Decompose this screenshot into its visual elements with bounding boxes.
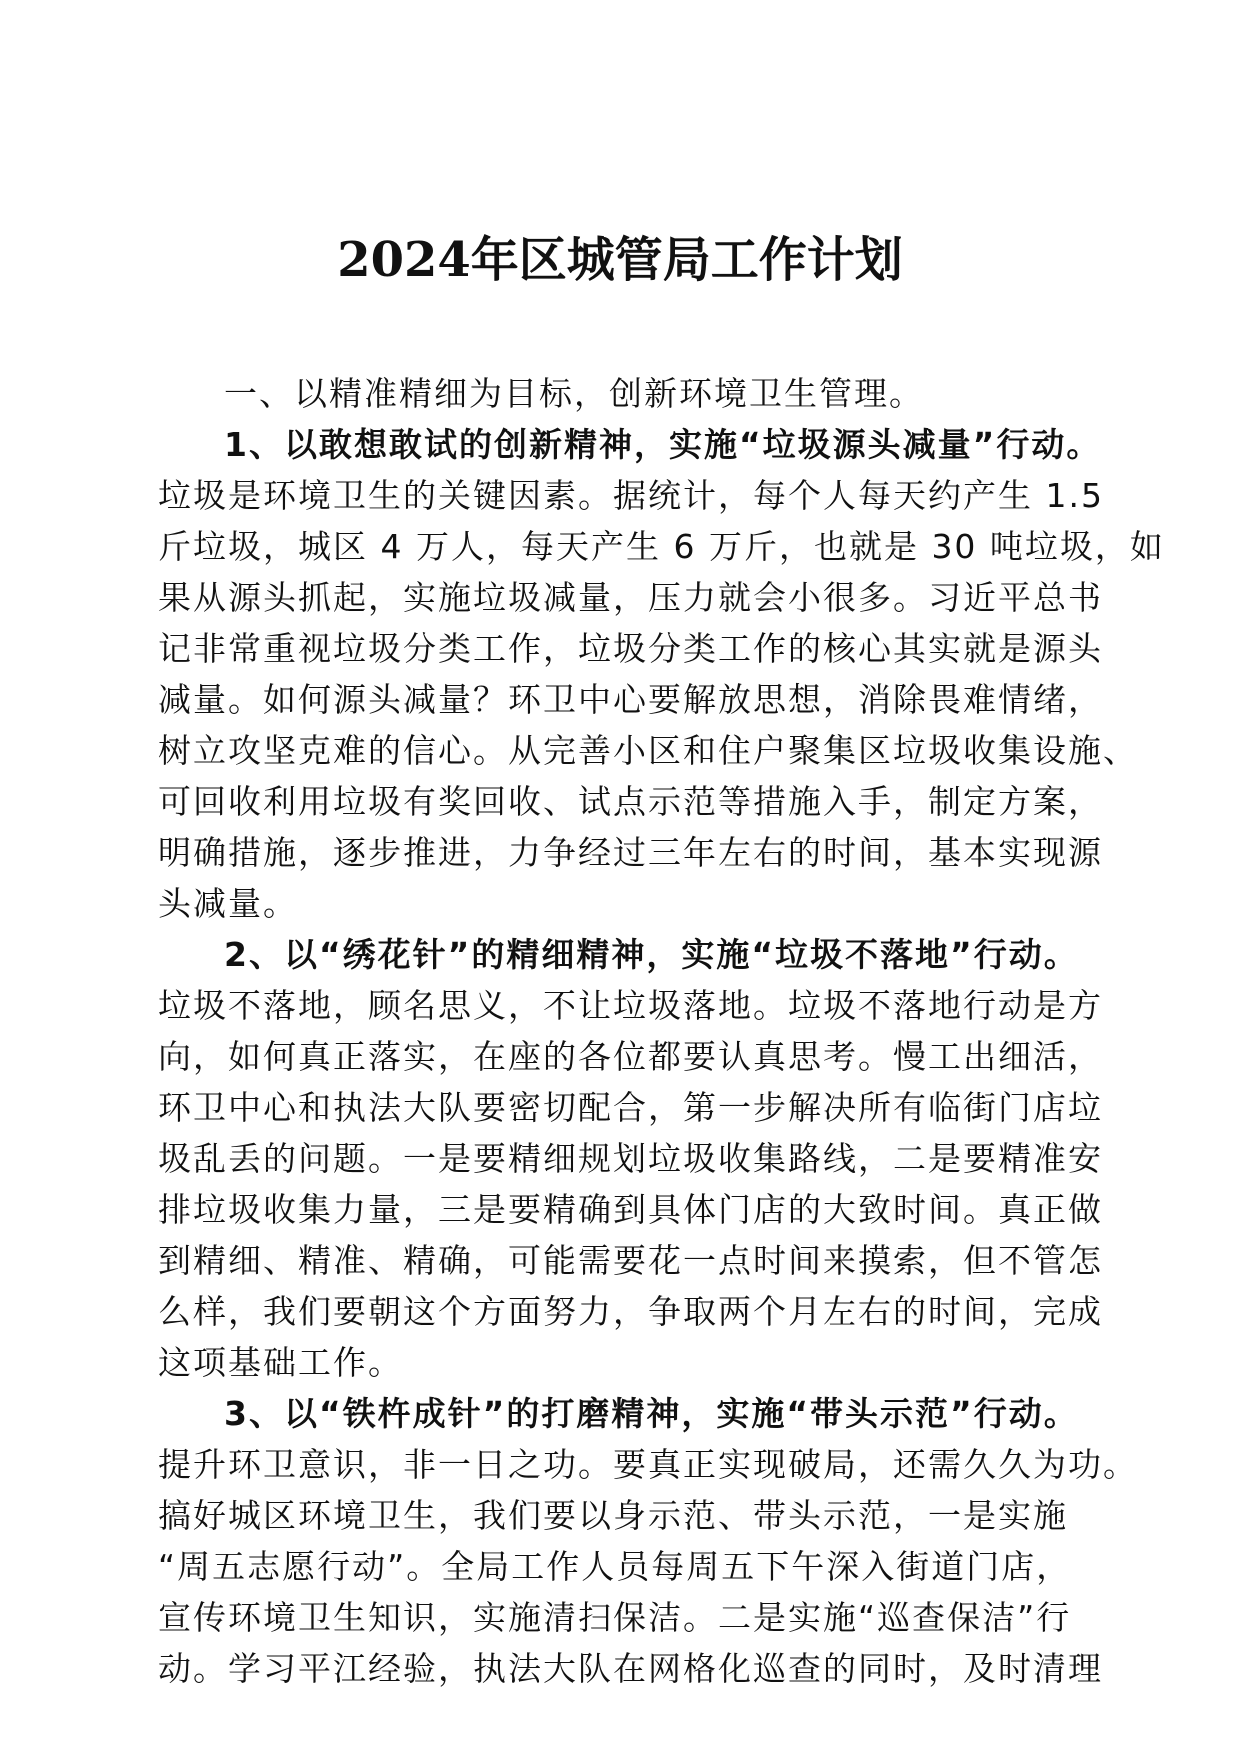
item-1-line: 头减量。	[158, 884, 298, 923]
item-1-line: 垃圾是环境卫生的关键因素。据统计，每个人每天约产生 1.5	[158, 476, 1104, 515]
item-1-heading: 1、以敢想敢试的创新精神，实施“垃圾源头减量”行动。	[224, 425, 1102, 464]
item-2-line: 这项基础工作。	[158, 1343, 403, 1382]
item-2-line: 圾乱丢的问题。一是要精细规划垃圾收集路线，二是要精准安	[158, 1139, 1103, 1178]
item-3-line: 动。学习平江经验，执法大队在网格化巡查的同时，及时清理	[158, 1649, 1103, 1688]
item-2-line: 向，如何真正落实，在座的各位都要认真思考。慢工出细活，	[158, 1037, 1103, 1076]
item-3-heading: 3、以“铁杵成针”的打磨精神，实施“带头示范”行动。	[224, 1394, 1079, 1433]
item-2-line: 垃圾不落地，顾名思义，不让垃圾落地。垃圾不落地行动是方	[158, 986, 1103, 1025]
item-3-line: 提升环卫意识，非一日之功。要真正实现破局，还需久久为功。	[158, 1445, 1138, 1484]
item-1-line: 果从源头抓起，实施垃圾减量，压力就会小很多。习近平总书	[158, 578, 1103, 617]
item-2-heading: 2、以“绣花针”的精细精神，实施“垃圾不落地”行动。	[224, 935, 1079, 974]
item-1-line: 减量。如何源头减量？环卫中心要解放思想，消除畏难情绪，	[158, 680, 1103, 719]
item-1-line: 可回收利用垃圾有奖回收、试点示范等措施入手，制定方案，	[158, 782, 1103, 821]
item-2-line: 排垃圾收集力量，三是要精确到具体门店的大致时间。真正做	[158, 1190, 1103, 1229]
item-3-line: 搞好城区环境卫生，我们要以身示范、带头示范，一是实施	[158, 1496, 1068, 1535]
item-3-line: “周五志愿行动”。全局工作人员每周五下午深入街道门店，	[158, 1547, 1072, 1586]
document-title: 2024年区城管局工作计划	[337, 232, 903, 288]
section-1-heading: 一、以精准精细为目标，创新环境卫生管理。	[224, 374, 924, 413]
item-1-line: 斤垃圾，城区 4 万人，每天产生 6 万斤，也就是 30 吨垃圾，如	[158, 527, 1165, 566]
item-2-line: 环卫中心和执法大队要密切配合，第一步解决所有临街门店垃	[158, 1088, 1103, 1127]
item-2-line: 到精细、精准、精确，可能需要花一点时间来摸索，但不管怎	[158, 1241, 1103, 1280]
item-1-line: 树立攻坚克难的信心。从完善小区和住户聚集区垃圾收集设施、	[158, 731, 1138, 770]
item-2-line: 么样，我们要朝这个方面努力，争取两个月左右的时间，完成	[158, 1292, 1103, 1331]
item-3-line: 宣传环境卫生知识，实施清扫保洁。二是实施“巡查保洁”行	[158, 1598, 1072, 1637]
item-1-line: 记非常重视垃圾分类工作，垃圾分类工作的核心其实就是源头	[158, 629, 1103, 668]
item-1-line: 明确措施，逐步推进，力争经过三年左右的时间，基本实现源	[158, 833, 1103, 872]
